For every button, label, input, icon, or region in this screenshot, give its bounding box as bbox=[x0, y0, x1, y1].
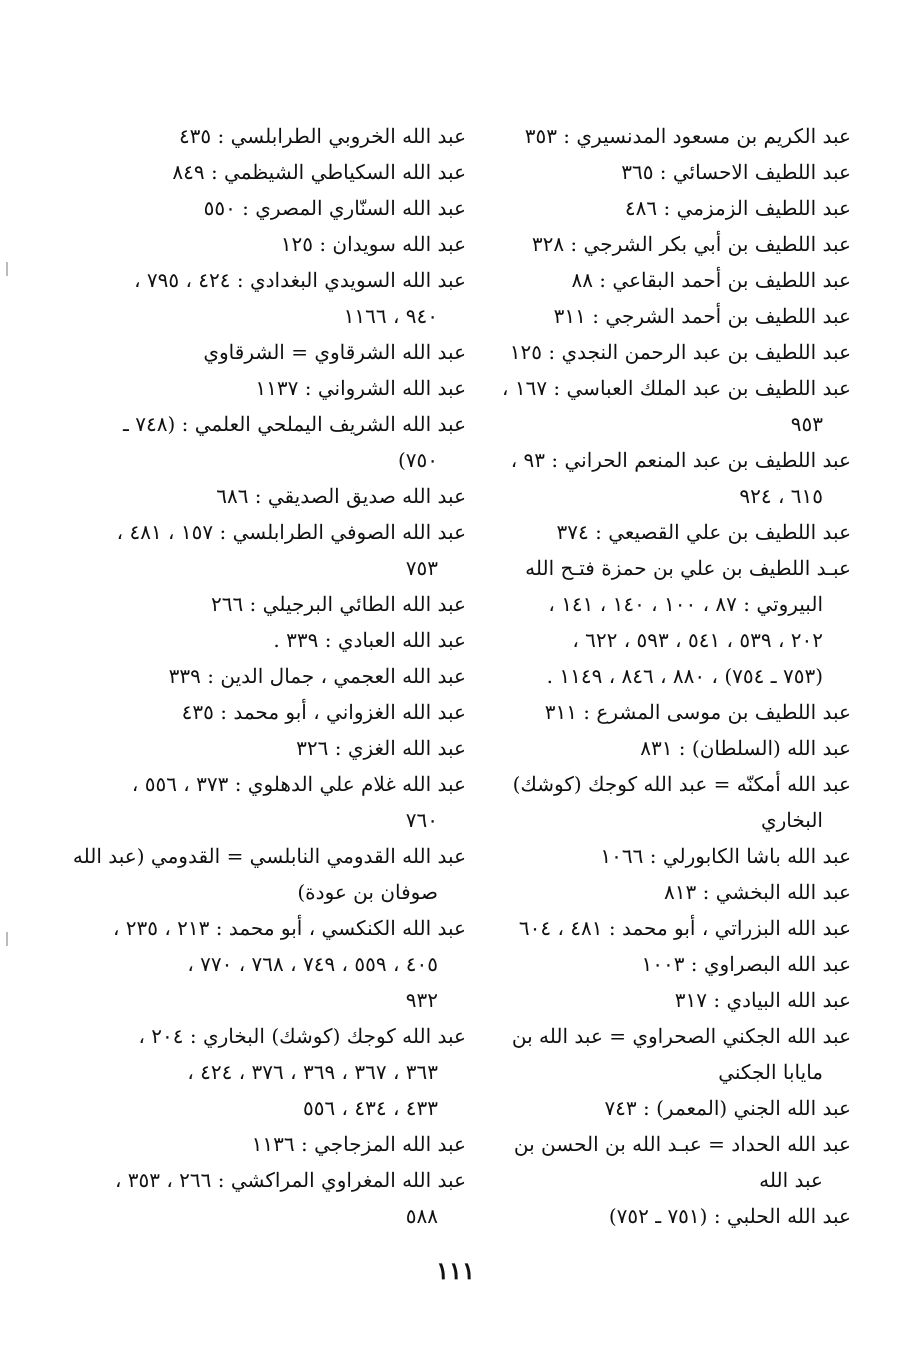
index-entry: عبد اللطيف بن موسى المشرع : ٣١١ bbox=[544, 700, 851, 724]
index-entry-continuation: ٢٠٢ ، ٥٣٩ ، ٥٤١ ، ٥٩٣ ، ٦٢٢ ، bbox=[572, 628, 823, 652]
index-entry: عبد الله الغزي : ٣٢٦ bbox=[296, 736, 466, 760]
index-entry-continuation: صوفان بن عودة) bbox=[297, 880, 438, 904]
index-entry: عبد الله البصراوي : ١٠٠٣ bbox=[641, 952, 851, 976]
index-entry-continuation: ٤٠٥ ، ٥٥٩ ، ٧٤٩ ، ٧٦٨ ، ٧٧٠ ، bbox=[187, 952, 438, 976]
margin-mark bbox=[6, 262, 8, 276]
index-entry: عبد الله الصوفي الطرابلسي : ١٥٧ ، ٤٨١ ، bbox=[116, 520, 466, 544]
index-entry: عبد الله الخروبي الطرابلسي : ٤٣٥ bbox=[178, 124, 466, 148]
index-entry: عبد الله المغراوي المراكشي : ٢٦٦ ، ٣٥٣ ، bbox=[114, 1168, 466, 1192]
index-entry: عبد الله السنّاري المصري : ٥٥٠ bbox=[203, 196, 466, 220]
index-entry: عبد اللطيف الزمزمي : ٤٨٦ bbox=[624, 196, 851, 220]
index-entry: عبد الله المزجاجي : ١١٣٦ bbox=[251, 1132, 466, 1156]
index-entry: عبد الله الحداد = عبـد الله بن الحسن بن bbox=[513, 1132, 851, 1156]
index-entry-continuation: ٩٥٣ bbox=[790, 412, 823, 436]
index-entry: عبد الله غلام علي الدهلوي : ٣٧٣ ، ٥٥٦ ، bbox=[131, 772, 466, 796]
index-entry: عبد الله العبادي : ٣٣٩ . bbox=[273, 628, 466, 652]
index-entry: عبد اللطيف بن عبد الرحمن النجدي : ١٢٥ bbox=[509, 340, 851, 364]
index-entry: عبد الله (السلطان) : ٨٣١ bbox=[640, 736, 851, 760]
index-entry: عبد الله الكنكسي ، أبو محمد : ٢١٣ ، ٢٣٥ ، bbox=[112, 916, 466, 940]
index-entry: عبد الله القدومي النابلسي = القدومي (عبد الله bbox=[72, 844, 466, 868]
margin-mark bbox=[6, 932, 8, 946]
index-entry: عبد اللطيف بن عبد المنعم الحراني : ٩٣ ، bbox=[510, 448, 851, 472]
index-entry: عبد اللطيف بن علي القصيعي : ٣٧٤ bbox=[556, 520, 851, 544]
index-entry: عبد الله البزراتي ، أبو محمد : ٤٨١ ، ٦٠٤ bbox=[518, 916, 851, 940]
index-entry: عبد اللطيف بن أحمد الشرجي : ٣١١ bbox=[553, 304, 851, 328]
index-entry-continuation: البخاري bbox=[760, 808, 823, 832]
index-entry: عبد الله الحلبي : (٧٥١ ـ ٧٥٢) bbox=[608, 1204, 851, 1228]
index-entry: عبد الله الطائي البرجيلي : ٢٦٦ bbox=[210, 592, 466, 616]
index-entry: عبد الله البيادي : ٣١٧ bbox=[674, 988, 851, 1012]
index-entry: عبد الكريم بن مسعود المدنسيري : ٣٥٣ bbox=[524, 124, 851, 148]
index-entry-continuation: ٦١٥ ، ٩٢٤ bbox=[739, 484, 823, 508]
index-entry: عبد الله الغزواني ، أبو محمد : ٤٣٥ bbox=[181, 700, 466, 724]
index-entry-continuation: البيروتي : ٨٧ ، ١٠٠ ، ١٤٠ ، ١٤١ ، bbox=[548, 592, 823, 616]
index-entry: عبد الله الجني (المعمر) : ٧٤٣ bbox=[604, 1096, 851, 1120]
index-entry: عبد الله السكياطي الشيظمي : ٨٤٩ bbox=[172, 160, 466, 184]
index-entry: عبد الله العجمي ، جمال الدين : ٣٣٩ bbox=[168, 664, 466, 688]
index-entry: عبد اللطيف بن أحمد البقاعي : ٨٨ bbox=[571, 268, 851, 292]
index-entry: عبد الله السويدي البغدادي : ٤٢٤ ، ٧٩٥ ، bbox=[134, 268, 466, 292]
index-entry: عبد الله كوجك (كوشك) البخاري : ٢٠٤ ، bbox=[138, 1024, 466, 1048]
index-entry: عبد الله البخشي : ٨١٣ bbox=[664, 880, 851, 904]
index-entry-continuation: ٩٤٠ ، ١١٦٦ bbox=[343, 304, 438, 328]
index-entry: عبد الله الشرقاوي = الشرقاوي bbox=[203, 340, 466, 364]
index-entry: عبد الله الجكني الصحراوي = عبد الله بن bbox=[511, 1024, 851, 1048]
index-entry: عبد اللطيف الاحسائي : ٣٦٥ bbox=[621, 160, 851, 184]
index-entry-continuation: ٧٥٣ bbox=[405, 556, 438, 580]
index-entry-continuation: ٧٥٠) bbox=[397, 448, 438, 472]
index-entry: عبد الله أمكنّه = عبد الله كوجك (كوشك) bbox=[512, 772, 851, 796]
index-entry-continuation: ٥٨٨ bbox=[405, 1204, 438, 1228]
index-entry: عبد الله صديق الصديقي : ٦٨٦ bbox=[216, 484, 466, 508]
index-entry-continuation: عبد الله bbox=[759, 1168, 823, 1192]
index-entry: عبد الله الشريف اليملحي العلمي : (٧٤٨ ـ bbox=[123, 412, 466, 436]
index-column-left bbox=[72, 118, 466, 1234]
index-entry-continuation: ٧٦٠ bbox=[405, 808, 438, 832]
index-entry-continuation: ٤٣٣ ، ٤٣٤ ، ٥٥٦ bbox=[302, 1096, 438, 1120]
index-entry-continuation: (٧٥٣ ـ ٧٥٤) ، ٨٨٠ ، ٨٤٦ ، ١١٤٩ . bbox=[546, 664, 823, 688]
index-entry: عبد اللطيف بن أبي بكر الشرجي : ٣٢٨ bbox=[531, 232, 851, 256]
index-entry: عبد الله باشا الكابورلي : ١٠٦٦ bbox=[600, 844, 851, 868]
index-entry: عبد الله الشرواني : ١١٣٧ bbox=[255, 376, 466, 400]
index-entry: عبـد اللطيف بن علي بن حمزة فتـح الله bbox=[525, 556, 851, 580]
page-number: ١١١ bbox=[436, 1256, 475, 1285]
index-entry-continuation: ٩٣٢ bbox=[405, 988, 438, 1012]
index-entry-continuation: ٣٦٣ ، ٣٦٧ ، ٣٦٩ ، ٣٧٦ ، ٤٢٤ ، bbox=[187, 1060, 438, 1084]
index-column-right bbox=[496, 118, 851, 1234]
index-entry: عبد اللطيف بن عبد الملك العباسي : ١٦٧ ، bbox=[502, 376, 851, 400]
index-entry-continuation: مايابا الجكني bbox=[718, 1060, 823, 1084]
index-entry: عبد الله سويدان : ١٢٥ bbox=[280, 232, 466, 256]
